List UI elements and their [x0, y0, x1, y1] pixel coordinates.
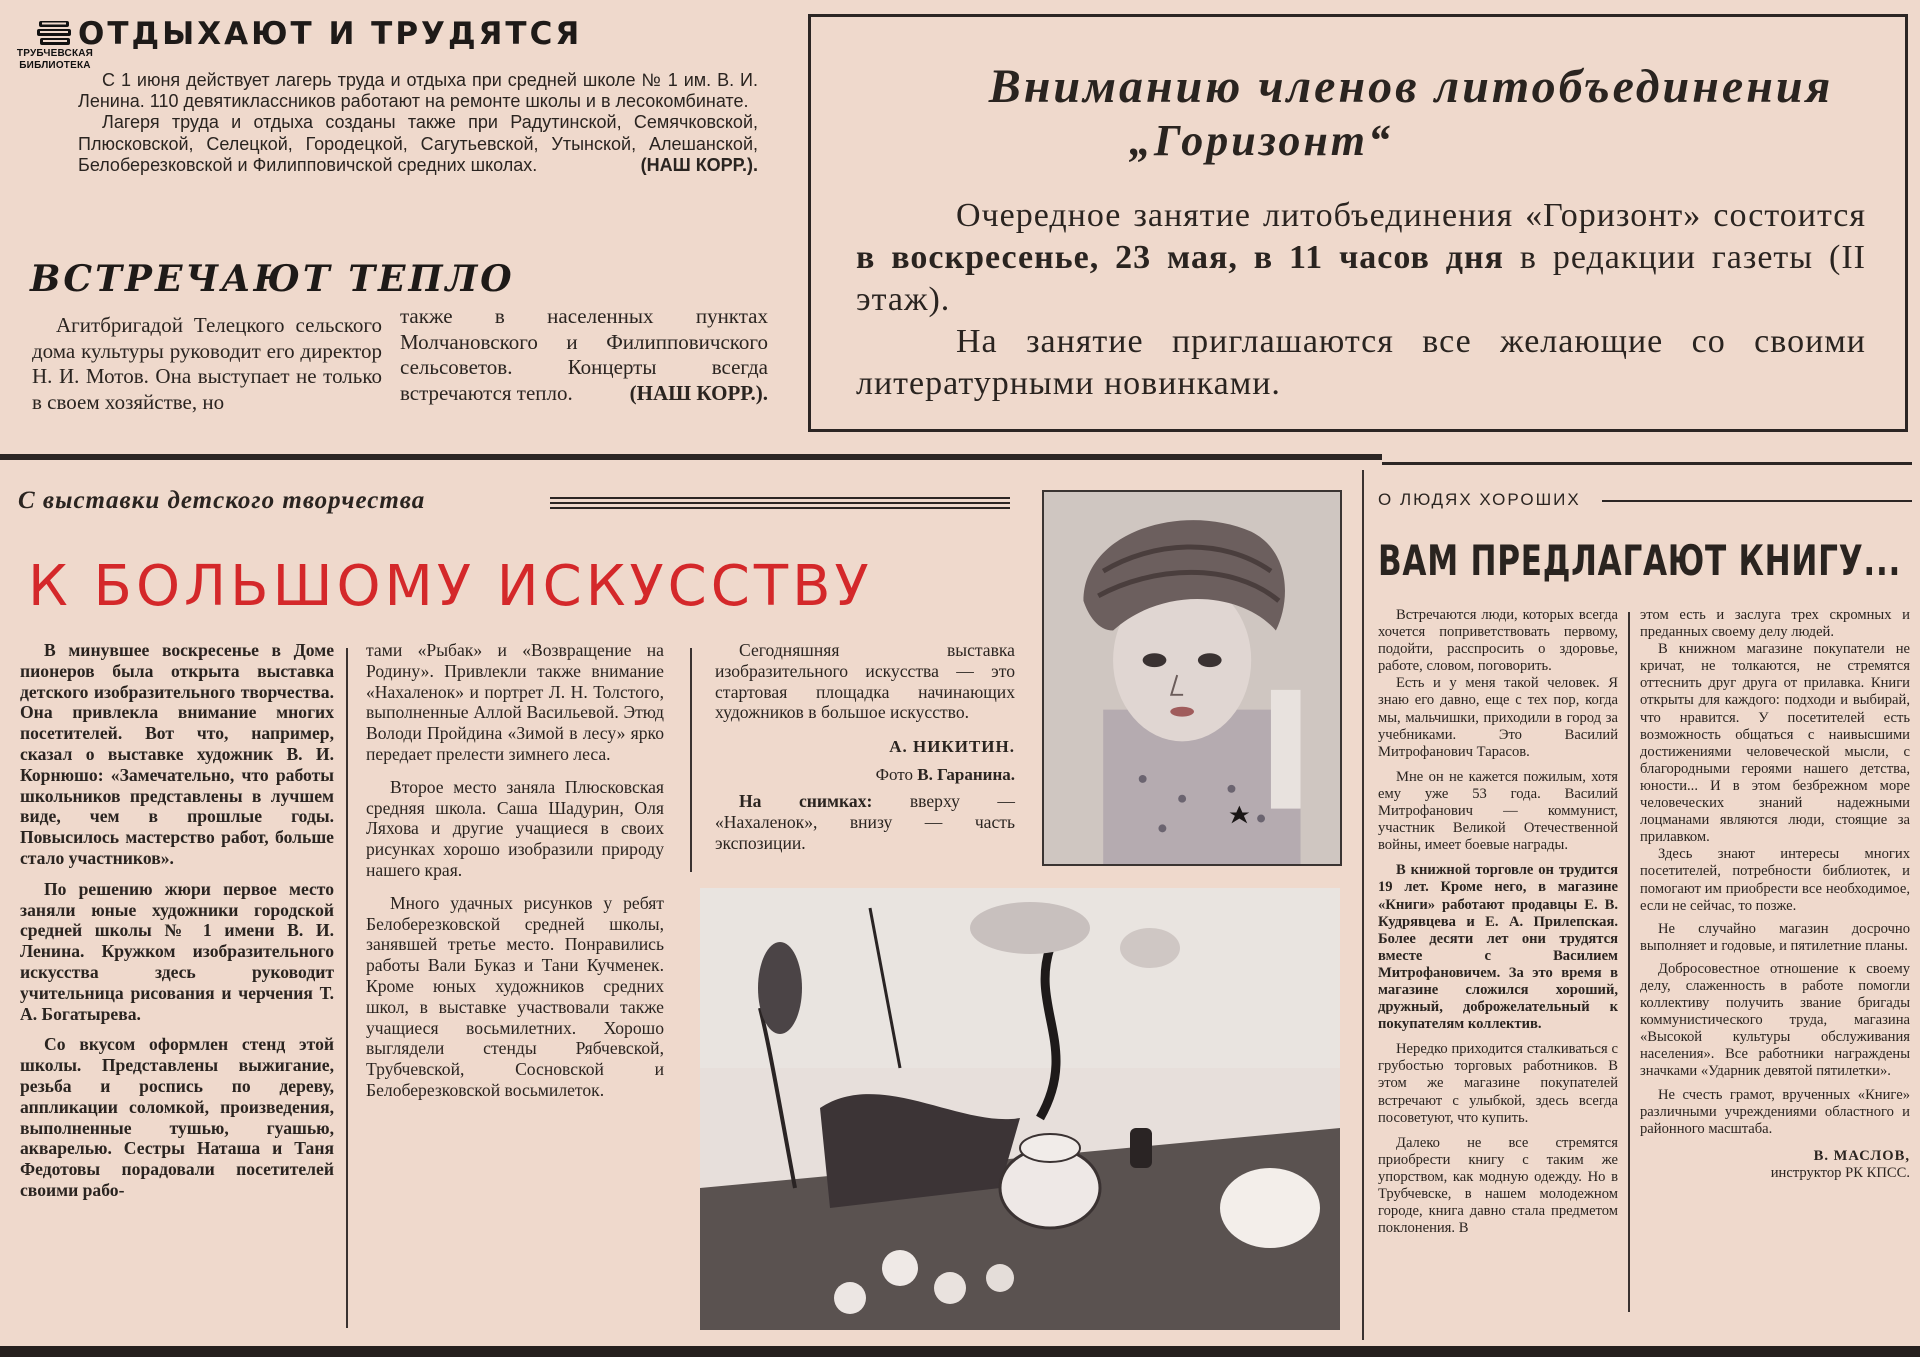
notice-p1-end: в редакции газеты (II этаж). [856, 239, 1866, 318]
book-c1-paragraph-5: Нередко приходится сталкиваться с грубостью торговых работников. В этом же магазине покупателей встречают с улыбкой, здесь всегда посоветуют, что купить. [1378, 1041, 1618, 1126]
book-c2-paragraph-3: Здесь знают интересы многих посетителей, потребности библиотек, и помогают им приобрести все необходимое, если не сейчас, то позже. [1640, 846, 1910, 914]
book-headline: ВАМ ПРЕДЛАГАЮТ КНИГУ... [1378, 536, 1902, 585]
story-rest-paragraph-1: С 1 июня действует лагерь труда и отдыха при средней школе № 1 им. В. И. Ленина. 110 девятиклассников работают на ремонте школы и в лесокомбинате. [78, 70, 758, 112]
exhibition-column-1 [20, 640, 334, 1201]
headline-warm-welcome: ВСТРЕЧАЮТ ТЕПЛО [30, 258, 515, 300]
story-rest-paragraph-2-text: Лагеря труда и отдыха созданы также при Радутинской, Семячковской, Плюсковской, Селецкой, Городецкой, Сагутьевской, Утынской, Алешанской, Белоберезковской и Филипповичской средних школах. [78, 112, 758, 175]
story-warm-text-2 [400, 304, 768, 406]
notice-box [808, 14, 1908, 432]
photo-credit [715, 765, 1015, 785]
exhibition-c2-paragraph-2: Второе место заняла Плюсковская средняя школа. Саша Шадурин, Оля Ляхова и другие учащиеся в своих рисунках хорошо изобразили природу нашего края. [366, 776, 664, 880]
photo-caption-text: вверху — «Нахаленок», внизу — часть экспозиции. [715, 791, 1015, 853]
book-rubric-line [1602, 500, 1912, 502]
notice-title-line-2: „Горизонт“ [1128, 116, 1393, 165]
exhibition-c1-paragraph-1: В минувшее воскресенье в Доме пионеров была открыта выставка детского изобразительного творчества. Она привлекла внимание многих посетителей. Вот что, например, сказал о выставке художник В. И. Корнюшо: «Замечательно, что работы школьников представлены в лучшем виде, чем в прошлые годы. Повысилось мастерство работ, больше стало участников». [20, 640, 334, 868]
exhibition-photo-image [700, 888, 1340, 1330]
section-divider-right [1382, 462, 1912, 465]
exhibition-headline: К БОЛЬШОМУ ИСКУССТВУ [28, 554, 873, 619]
notice-p1-start: Очередное занятие литобъединения «Горизонт» состоится [956, 197, 1866, 234]
book-column-2 [1640, 607, 1910, 1182]
logo-line-1: ТРУБЧЕВСКАЯ [16, 48, 94, 59]
book-c2-paragraph-5: Добросовестное отношение к своему делу, слаженность в работе помогли коллективу получить звание бригады коммунистического труда, магазина «Высокой культуры обслуживания населения». Все работники награждены значками «Ударник девятой пятилетки». [1640, 960, 1910, 1080]
notice-paragraph-2: На занятие приглашаются все желающие со своими литературными новинками. [856, 323, 1866, 402]
story-warm-column-1 [32, 313, 382, 415]
column-rule-right [1362, 470, 1364, 1340]
headline-rest-and-work: ОТДЫХАЮТ И ТРУДЯТСЯ [78, 16, 583, 52]
book-c2-paragraph-2: В книжном магазине покупатели не кричат, не толкаются, не стремятся оттеснить друг друга от прилавка. Книги открыты для каждого: подходи и выбирай, что нравится. У посетителей есть возможность общаться с наивысшими достижениями человеческой мысли, с благородными героями нашего детства, юности... И в этом безбрежном море человеческих знаний надежными лоцманами являются люди, стоящие за прилавком. [1640, 641, 1910, 846]
photo-credit-name: В. Гаранина. [917, 765, 1015, 785]
column-rule-book [1628, 612, 1630, 1312]
exhibition-author: А. НИКИТИН. [889, 737, 1015, 757]
book-stack-icon [35, 18, 75, 48]
story-rest-body [78, 70, 758, 176]
exhibition-c1-paragraph-3: Со вкусом оформлен стенд этой школы. Представлены выжигание, резьба и роспись по дереву, аппликации соломкой, произведения, выполненные тушью, гуашью, акварелью. Сестры Наташа и Таня Федотовы порадовали посетителей своими рабо- [20, 1034, 334, 1200]
exhibition-c1-paragraph-2: По решению жюри первое место заняли юные художники городской средней школы № 1 имени В. И. Ленина. Кружком изобразительного искусства здесь руководит учительница рисования и черчения Т. А. Богатырева. [20, 878, 334, 1024]
book-c1-paragraph-2: Есть и у меня такой человек. Я знаю его давно, еще с тех пор, когда мы, мальчишки, приходили в город за учебниками. Это Василий Митрофанович Тарасов. [1378, 675, 1618, 760]
book-rubric: О ЛЮДЯХ ХОРОШИХ [1378, 490, 1581, 509]
story-rest-paragraph-2 [78, 112, 758, 176]
photo-caption [715, 791, 1015, 853]
book-c1-paragraph-4: В книжной торговле он трудится 19 лет. Кроме него, в магазине «Книги» работают продавцы Е. В. Кудрявцева и Е. А. Прилепская. Более десяти лет они трудятся вместе с Василием Митрофановичем. За это время в магазине сложился хороший, дружный, доброжелательный к покупателям коллектив. [1378, 862, 1618, 1033]
exhibition-column-2 [366, 640, 664, 1101]
page-bottom-border [0, 1346, 1920, 1357]
book-c2-paragraph-4: Не случайно магазин досрочно выполняет и годовые, и пятилетние планы. [1640, 920, 1910, 954]
photo-credit-label: Фото [875, 765, 918, 785]
exhibition-c3-paragraph-1: Сегодняшняя выставка изобразительного искусства — это стартовая площадка начинающих художников в большое искусство. [715, 640, 1015, 723]
book-author-position: инструктор РК КПСС. [1770, 1164, 1910, 1181]
book-c1-paragraph-3: Мне он не кажется пожилым, хотя ему уже 53 года. Василий Митрофанович — коммунист, участник Великой Отечественной войны, имеет боевые награды. [1378, 768, 1618, 854]
book-signature: В. МАСЛОВ, [1813, 1147, 1910, 1164]
photo-caption-label: На снимках: [739, 791, 873, 812]
exhibition-c2-paragraph-1: тами «Рыбак» и «Возвращение на Родину». Привлекли также внимание «Нахаленок» и портрет Л. Н. Толстого, выполненные Аллой Васильевой. Этюд Володи Пройдина «Зимой в лесу» ярко передает прелести зимнего леса. [366, 640, 664, 764]
book-c1-paragraph-6: Далеко не все стремятся приобрести книгу с таким же упорством, как модную одежду. Но в Трубчевске, в нашем молодежном городе, книга давно стала предметом поклонения. В [1378, 1134, 1618, 1237]
notice-title-line-1: Вниманию членов литобъединения [988, 60, 1834, 113]
story-warm-text-1: Агитбригадой Телецкого сельского дома культуры руководит его директор Н. И. Мотов. Она выступает не только в своем хозяйстве, но [32, 313, 382, 414]
column-rule-1 [346, 648, 348, 1328]
story-rest-signature: (НАШ КОРР.). [640, 154, 758, 175]
logo-line-2: БИБЛИОТЕКА [19, 60, 91, 71]
column-rule-2 [690, 648, 692, 872]
book-c1-paragraph-1: Встречаются люди, которых всегда хочется поприветствовать первому, подойти, расспросить о здоровье, работе, словом, поговорить. [1378, 607, 1618, 675]
exhibition-c2-paragraph-3: Много удачных рисунков у ребят Белоберезковской средней школы, занявшей третье место. Понравились работы Вали Буказ и Тани Кучменек. Кроме юных художников средних школ, в выставке участвовали также учащиеся восьмилетних. Хорошо выглядели стенды Рябчевской, Трубчевской, Сосновской и Белоберезковской восьмилеток. [366, 892, 664, 1100]
book-c2-paragraph-6: Не счесть грамот, врученных «Книге» различными учреждениями областного и районного масштаба. [1640, 1086, 1910, 1137]
story-warm-text-2-body: также в населенных пунктах Молчановского и Филипповичского сельсоветов. Концерты всегда встречаются тепло. [400, 304, 768, 405]
exhibition-column-3 [715, 640, 1015, 854]
notice-paragraph-1 [856, 195, 1866, 321]
story-warm-signature: (НАШ КОРР.). [629, 380, 768, 405]
book-column-1 [1378, 607, 1618, 1237]
notice-body [856, 195, 1866, 405]
exhibition-rubric: С выставки детского творчества [18, 487, 426, 514]
section-divider [0, 454, 1382, 460]
story-warm-column-2 [400, 304, 768, 406]
portrait-drawing-image [1042, 490, 1342, 866]
rubric-decorative-lines [550, 496, 1010, 510]
notice-date: в воскресенье, 23 мая, в 11 часов дня [856, 239, 1504, 276]
book-c2-paragraph-1: этом есть и заслуга трех скромных и преданных своему делу людей. [1640, 607, 1910, 641]
